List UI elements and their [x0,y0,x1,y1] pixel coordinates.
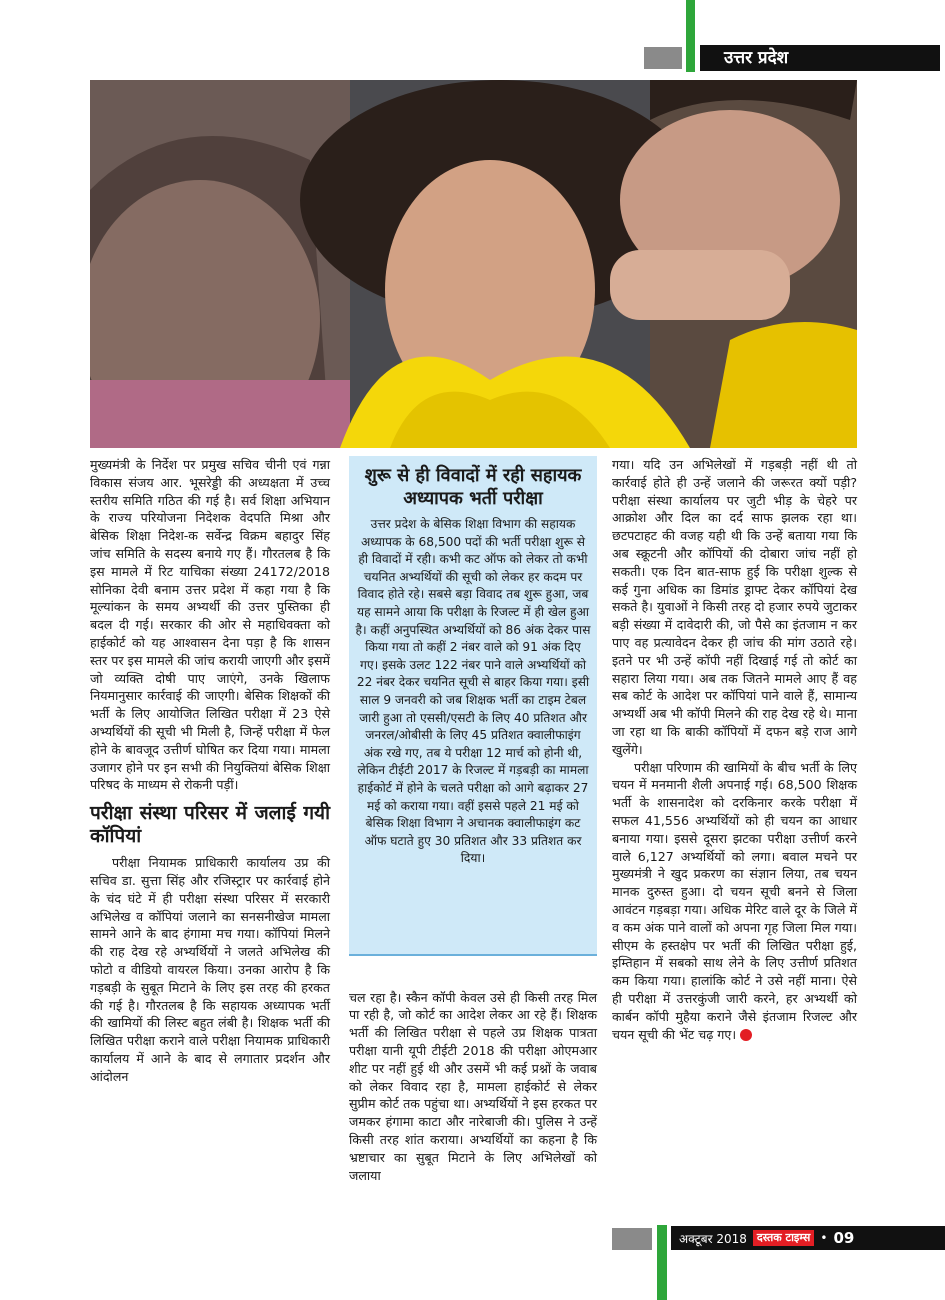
end-mark-icon [740,1029,752,1041]
paragraph: मुख्यमंत्री के निर्देश पर प्रमुख सचिव चीनी एवं गन्ना विकास संजय आर. भूसरेड्डी की अध्यक्षता में उच्च स्तरीय समिति गठित की गई है। सर्व शिक्षा अभियान के राज्य परियोजना निदेशक वेदपति मिश्रा और बेसिक शिक्षा निदेश-क सर्वेन्द्र विक्रम बहादुर सिंह जांच समिति के सदस्य बनाये गए हैं। गौरतलब है कि इस मामले में रिट याचिका संख्या 24172/2018 सोनिका देवी बनाम उत्तर प्रदेश में कहा गया है कि मूल्यांकन के समय अभ्यर्थी की उत्तर पुस्तिका ही बदल दी गई। सरकार की ओर से महाधिवक्ता को हाईकोर्ट को यह आश्वासन देना पड़ा है कि शासन स्तर पर इस मामले की जांच करायी जाएगी और इसमें जो व्यक्ति दोषी पाए जाएंगे, उनके खिलाफ नियमानुसार कार्रवाई की जाएगी। बेसिक शिक्षकों की भर्ती के लिए आयोजित लिखित परीक्षा में 23 ऐसे अभ्यर्थियों की सूची भी मिली है, जिन्हें परीक्षा में फेल होने के बावजूद उत्तीर्ण घोषित कर दिया गया। मामला उजागर होने पर इन सभी की नियुक्तियां बेसिक शिक्षा परिषद के माध्यम से रोकनी पड़ीं। [90,457,330,793]
subheading: परीक्षा संस्था परिसर में जलाई गयी कॉपियां [90,802,330,848]
bullet-icon: • [820,1231,828,1245]
green-rule-bottom [657,1225,667,1300]
photo-illustration [90,80,857,448]
green-rule-top [686,0,695,72]
page-footer [671,1226,945,1250]
issue-date: अक्टूबर 2018 [679,1231,747,1246]
paragraph: चल रहा है। स्कैन कॉपी केवल उसे ही किसी तरह मिल पा रही है, जो कोर्ट का आदेश लेकर आ रहे हैं। शिक्षक भर्ती की लिखित परीक्षा से पहले उप्र शिक्षक पात्रता परीक्षा यानी यूपी टीईटी 2018 की परीक्षा ओएमआर शीट पर नहीं हुई थी और उसमें भी कई प्रश्नों के जवाब को लेकर विवाद रहा है, मामला हाईकोर्ट से लेकर सुप्रीम कोर्ट तक पहुंचा था। अभ्यर्थियों ने इस हरकत पर जमकर हंगामा काटा और नारेबाजी की। पुलिस ने उन्हें किसी तरह शांत कराया। अभ्यर्थियों का कहना है कि भ्रष्टाचार का सुबूत मिटाने के लिए अभिलेखों को जलाया [349,989,597,1183]
section-label: उत्तर प्रदेश [700,45,940,71]
paragraph: परीक्षा नियामक प्राधिकारी कार्यालय उप्र की सचिव डा. सुत्ता सिंह और रजिस्ट्रार पर कार्रवाई होने के चंद घंटे में ही परीक्षा संस्था परिसर में सरकारी अभिलेख व कॉपियां जलाने का सनसनीखेज मामला सामने आने के बाद हंगामा मच गया। कॉपियां मिलने की राह देख रहे अभ्यर्थियों ने जलते अभिलेख की फोटो व वीडियो वायरल किया। उनका आरोप है कि गड़बड़ी के सुबूत मिटाने के लिए इस तरह की हरकत की गई है। गौरतलब है कि सहायक अध्यापक भर्ती की खामियों की लिस्ट बहुत लंबी है। शिक्षक भर्ती की लिखित परीक्षा कराने वाले परीक्षा नियामक प्राधिकारी कार्यालय में आने के बाद से लगातार प्रदर्शन और आंदोलन [90,855,330,1084]
column-3 [612,456,857,1043]
column-1 [90,456,330,1086]
gray-block-top [644,47,682,69]
box-body: उत्तर प्रदेश के बेसिक शिक्षा विभाग की सहायक अध्यापक के 68,500 पदों की भर्ती परीक्षा शुरू से ही विवादों में रही। कभी कट ऑफ को लेकर तो कभी चयनित अभ्यर्थियों की सूची को लेकर हर कदम पर विवाद होते रहे। सबसे बड़ा विवाद तब शुरू हुआ, जब यह सामने आया कि परीक्षा के रिजल्ट में ही खेल हुआ है। कहीं अनुपस्थित अभ्यर्थियों को 86 अंक देकर पास किया गया तो कहीं 2 नंबर वाले को 91 अंक दिए गए। इसके उलट 122 नंबर पाने वाले अभ्यर्थियों को 22 नंबर देकर चयनित सूची से बाहर किया गया। इसी साल 9 जनवरी को जब शिक्षक भर्ती का टाइम टेबल जारी हुआ तो एससी/एसटी के लिए 40 प्रतिशत और जनरल/ओबीसी के लिए 45 प्रतिशत क्वालीफाइंग अंक रखे गए, तब ये परीक्षा 12 मार्च को होनी थी, लेकिन टीईटी 2017 के रिजल्ट में गड़बड़ी का मामला हाईकोर्ट में होने के चलते परीक्षा को आगे बढ़ाकर 27 मई को कराया गया। वहीं इससे पहले 21 मई को बेसिक शिक्षा विभाग ने अचानक क्वालीफाइंग कट ऑफ घटाते हुए 30 प्रतिशत और 33 प्रतिशत कर दिया। [355,517,591,866]
sidebar-box [349,456,597,956]
news-photo [90,80,857,448]
brand-logo: दस्तक टाइम्स [753,1230,814,1246]
paragraph-text: परीक्षा परिणाम की खामियों के बीच भर्ती के लिए चयन में मनमानी शैली अपनाई गई। 68,500 शिक्षक भर्ती के शासनादेश को दरकिनार करके परीक्षा में सफल 41,556 अभ्यर्थियों को ही चयन का आधार बनाया गया। इससे दूसरा झटका परीक्षा उत्तीर्ण करने वाले 6,127 अभ्यर्थियों को लगा। बवाल मचने पर मुख्यमंत्री ने खुद प्रकरण का संज्ञान लिया, तब चयन मानक दुरुस्त हुआ। दो चयन सूची बनने से जिला आवंटन गड़बड़ा गया। अधिक मेरिट वाले दूर के जिले में व कम अंक पाने वालों को अपना गृह जिला मिल गया। सीएम के हस्तक्षेप पर भर्ती की लिखित परीक्षा हुई, इम्तिहान में सबको साथ लेने के लिए उत्तीर्ण प्रतिशत कम किया गया। हालांकि कोर्ट ने उसे नहीं माना। ऐसे ही परीक्षा में उत्तरकुंजी जारी करने, हर अभ्यर्थी को कार्बन कॉपी मुहैया कराने जैसे इंतजाम रिजल्ट और चयन सूची की भेंट चढ़ गए। [612,759,857,1042]
box-title: शुरू से ही विवादों में रही सहायक अध्यापक भर्ती परीक्षा [364,465,582,509]
paragraph [612,759,857,1044]
page-number: 09 [833,1229,855,1247]
column-2 [349,976,597,1197]
gray-block-bottom [612,1228,652,1250]
paragraph: गया। यदि उन अभिलेखों में गड़बड़ी नहीं थी तो कार्रवाई होते ही उन्हें जलाने की जरूरत क्यों पड़ी? परीक्षा संस्था कार्यालय पर जुटी भीड़ के चेहरे पर आक्रोश और दिल का दर्द साफ झलक रहा था। छटपटाहट की वजह यही थी कि उन्हें बताया गया कि अब स्क्रूटनी और कॉपियों की दोबारा जांच नहीं हो सकती। एक दिन बात-साफ हुई कि परीक्षा शुल्क से कई गुना अधिक का डिमांड ड्राफ्ट देकर कॉपियां देख सकते है। युवाओं ने किसी तरह दो हजार रुपये जुटाकर बड़ी संख्या में दावेदारी की, जो पैसे का इंतजाम न कर पाए वह प्रत्यावेदन देकर ही जांच की मांग उठाते रहे। इतने पर भी उन्हें कॉपी नहीं दिखाई गई तो कोर्ट का सहारा लिया गया। अब तक जितने मामले आए हैं वह सब कोर्ट के आदेश पर कॉपियां पाने वाले हैं, सामान्य अभ्यर्थी अब भी कॉपी मिलने की राह देख रहे थे। माना जा रहा था कि बाकी कॉपियों में दफन बड़े राज आगे खुलेंगे। [612,457,857,757]
